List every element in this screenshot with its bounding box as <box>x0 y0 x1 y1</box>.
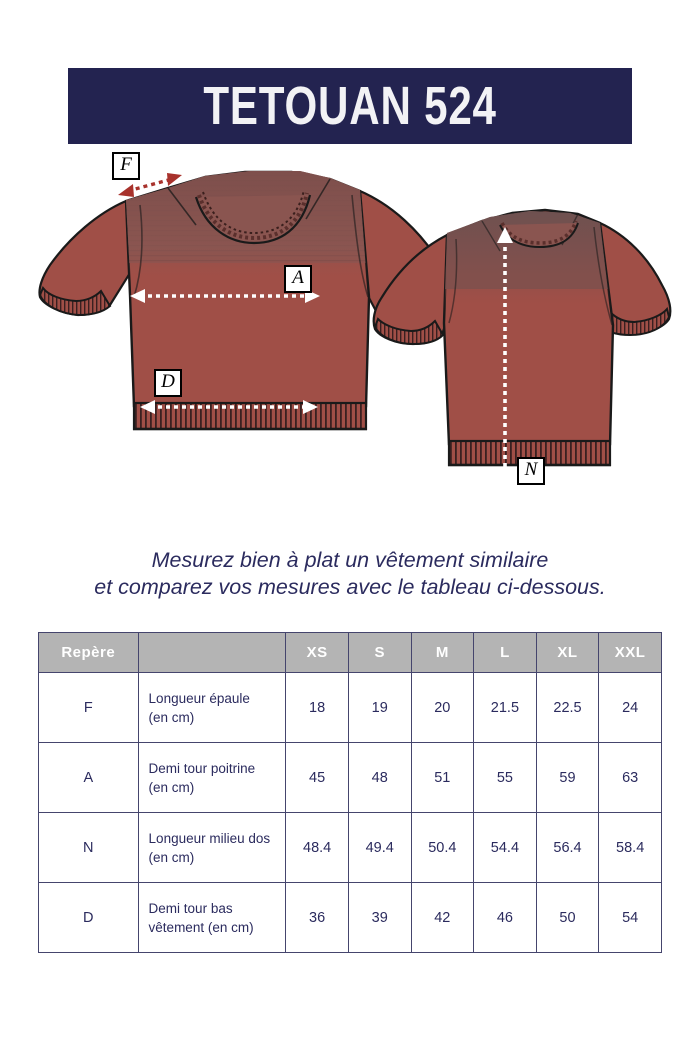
cell-xl: 56.4 <box>536 813 599 883</box>
row-description-line-1: Demi tour poitrine <box>148 760 256 776</box>
cell-xxl: 24 <box>599 673 662 743</box>
row-description-line-1: Demi tour bas <box>148 900 233 916</box>
row-description-line-2: (en cm) <box>148 709 195 725</box>
instruction-line-1: Mesurez bien à plat un vêtement similaire <box>151 548 549 572</box>
table-row <box>39 883 662 953</box>
cell-xl: 50 <box>536 883 599 953</box>
column-header-xs: XS <box>286 633 349 673</box>
row-description-line-2: (en cm) <box>148 849 195 865</box>
cell-l: 54.4 <box>474 813 537 883</box>
marker-label-d: D <box>154 369 182 397</box>
cell-m: 50.4 <box>411 813 474 883</box>
page-title: TETOUAN 524 <box>203 76 497 136</box>
garment-illustration <box>0 145 700 545</box>
cell-xs: 36 <box>286 883 349 953</box>
column-header-m: M <box>411 633 474 673</box>
marker-label-f: F <box>112 152 140 180</box>
row-marker: A <box>39 743 139 813</box>
cell-l: 46 <box>474 883 537 953</box>
row-description-line-2: (en cm) <box>148 779 195 795</box>
marker-label-a: A <box>284 265 312 293</box>
table-header-row <box>39 633 662 673</box>
table-row <box>39 743 662 813</box>
cell-s: 19 <box>348 673 411 743</box>
row-description <box>138 883 286 953</box>
cell-s: 49.4 <box>348 813 411 883</box>
cell-m: 20 <box>411 673 474 743</box>
row-description-line-1: Longueur épaule <box>148 690 250 706</box>
cell-xs: 18 <box>286 673 349 743</box>
cell-xxl: 63 <box>599 743 662 813</box>
column-header-xl: XL <box>536 633 599 673</box>
cell-s: 48 <box>348 743 411 813</box>
column-header-s: S <box>348 633 411 673</box>
table-row <box>39 813 662 883</box>
cell-xl: 59 <box>536 743 599 813</box>
column-header-repere: Repère <box>39 633 139 673</box>
column-header-description <box>138 633 286 673</box>
cell-s: 39 <box>348 883 411 953</box>
cell-xxl: 58.4 <box>599 813 662 883</box>
column-header-l: L <box>474 633 537 673</box>
instruction-line-2: et comparez vos mesures avec le tableau ci-dessous. <box>94 575 606 599</box>
row-description <box>138 743 286 813</box>
row-description <box>138 673 286 743</box>
size-chart-table <box>38 632 662 953</box>
marker-label-n: N <box>517 457 545 485</box>
title-banner <box>68 68 632 144</box>
table-row <box>39 673 662 743</box>
cell-l: 55 <box>474 743 537 813</box>
cell-xl: 22.5 <box>536 673 599 743</box>
row-description-line-1: Longueur milieu dos <box>148 830 271 846</box>
row-marker: N <box>39 813 139 883</box>
row-marker: F <box>39 673 139 743</box>
cell-m: 51 <box>411 743 474 813</box>
row-description <box>138 813 286 883</box>
row-marker: D <box>39 883 139 953</box>
cell-xs: 48.4 <box>286 813 349 883</box>
cell-xs: 45 <box>286 743 349 813</box>
cell-xxl: 54 <box>599 883 662 953</box>
cell-l: 21.5 <box>474 673 537 743</box>
row-description-line-2: vêtement (en cm) <box>148 919 254 935</box>
cell-m: 42 <box>411 883 474 953</box>
measurement-instructions <box>0 547 700 601</box>
column-header-xxl: XXL <box>599 633 662 673</box>
